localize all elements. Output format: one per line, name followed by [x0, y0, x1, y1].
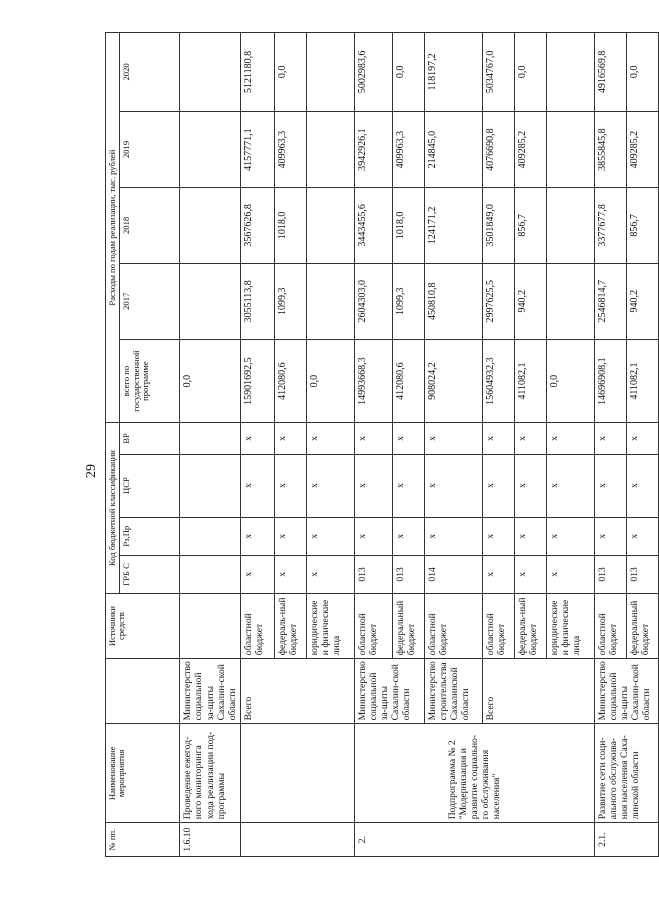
rzpr: x [514, 517, 546, 555]
header-vr: ВР [120, 423, 180, 455]
y2018: 3567626,8 [240, 188, 274, 263]
total-program: 0,0 [306, 339, 354, 422]
source: федеральный бюджет [392, 594, 424, 659]
vr: x [424, 423, 482, 455]
source: федеральный бюджет [626, 594, 658, 659]
source: областной бюджет [424, 594, 482, 659]
y2019 [180, 111, 240, 187]
csr: x [594, 454, 626, 517]
y2018: 3501849,0 [482, 188, 514, 263]
source: юридические и физические лица [306, 594, 354, 659]
y2019: 409285,2 [626, 111, 658, 187]
total-program: 0,0 [180, 339, 240, 422]
y2019: 409285,2 [514, 111, 546, 187]
total-program: 15901692,5 [240, 339, 274, 422]
vr: x [594, 423, 626, 455]
vr: x [306, 423, 354, 455]
csr: x [274, 454, 306, 517]
vr: x [482, 423, 514, 455]
header-rzpr: Рз,Пр [120, 517, 180, 555]
executor: Министерство социальной за-щиты Сахалин-ской области [180, 659, 240, 724]
grbs: 014 [424, 555, 482, 593]
source: областной бюджет [240, 594, 274, 659]
y2020 [306, 33, 354, 112]
csr: x [546, 454, 594, 517]
y2017: 450810,8 [424, 263, 482, 339]
budget-table [105, 32, 659, 857]
y2019: 3855845,8 [594, 111, 626, 187]
vr: x [354, 423, 392, 455]
rzpr: x [482, 517, 514, 555]
source: юридические и физические лица [546, 594, 594, 659]
grbs: x [240, 555, 274, 593]
header-name: Наименование мероприятия [106, 724, 180, 823]
y2019: 4157771,1 [240, 111, 274, 187]
rzpr [180, 517, 240, 555]
y2018 [180, 188, 240, 263]
total-program: 14993668,3 [354, 339, 392, 422]
y2017 [546, 263, 594, 339]
y2020: 4916569,8 [594, 33, 626, 112]
y2020: 5002983,6 [354, 33, 392, 112]
source [180, 594, 240, 659]
y2018: 1018,0 [274, 188, 306, 263]
csr: x [392, 454, 424, 517]
row-number: 1.6.10 [180, 823, 240, 857]
csr: x [354, 454, 392, 517]
header-2020: 2020 [120, 33, 180, 112]
header-2018: 2018 [120, 188, 180, 263]
y2018: 856,7 [626, 188, 658, 263]
executor: Министерство социальной за-щиты Сахалин-ской области [594, 659, 658, 724]
y2018: 3377677,8 [594, 188, 626, 263]
header-executor [106, 659, 180, 724]
source: федераль-ный бюджет [514, 594, 546, 659]
header-total-program: всего по государственной программе [120, 339, 180, 422]
vr: x [274, 423, 306, 455]
y2019: 3942926,1 [354, 111, 392, 187]
total-program: 15604932,3 [482, 339, 514, 422]
y2019 [546, 111, 594, 187]
rzpr: x [626, 517, 658, 555]
total-program: 14696908,1 [594, 339, 626, 422]
y2017: 2604303,0 [354, 263, 392, 339]
y2019: 409963,3 [392, 111, 424, 187]
row-number: 2.1. [594, 823, 658, 857]
rzpr: x [546, 517, 594, 555]
y2020: 0,0 [392, 33, 424, 112]
grbs: 013 [626, 555, 658, 593]
y2017: 940,2 [626, 263, 658, 339]
source: областной бюджет [354, 594, 392, 659]
y2017: 1099,3 [274, 263, 306, 339]
total-program: 411082,1 [514, 339, 546, 422]
csr [180, 454, 240, 517]
csr: x [424, 454, 482, 517]
total-label: Всего [240, 659, 354, 724]
rzpr: x [392, 517, 424, 555]
header-row-1 [106, 33, 120, 857]
header-num: № пп. [106, 823, 180, 857]
header-2017: 2017 [120, 263, 180, 339]
y2018 [306, 188, 354, 263]
y2020: 5121180,8 [240, 33, 274, 112]
y2020: 118197,2 [424, 33, 482, 112]
header-expenses: Расходы по годам реализации, тыс. рублей [106, 33, 120, 423]
activity-name: Подпрограмма № 2 "Модернизация и развитие социально-го обслуживания населения" [354, 724, 594, 823]
total-program: 412080,6 [392, 339, 424, 422]
table-row [594, 33, 626, 857]
rzpr: x [240, 517, 274, 555]
grbs: x [514, 555, 546, 593]
rzpr: x [274, 517, 306, 555]
vr: x [626, 423, 658, 455]
y2018: 124171,2 [424, 188, 482, 263]
row-number: 2. [354, 823, 594, 857]
grbs: 013 [354, 555, 392, 593]
grbs: x [482, 555, 514, 593]
source: областной бюджет [594, 594, 626, 659]
grbs: x [274, 555, 306, 593]
y2020 [180, 33, 240, 112]
y2017: 3055113,8 [240, 263, 274, 339]
vr: x [392, 423, 424, 455]
grbs: x [306, 555, 354, 593]
total-program: 412080,6 [274, 339, 306, 422]
page-number: 29 [84, 464, 99, 478]
y2017: 1099,3 [392, 263, 424, 339]
header-budget-class: Код бюджетной классификации [106, 423, 120, 594]
y2018 [546, 188, 594, 263]
vr: x [514, 423, 546, 455]
y2017: 2546814,7 [594, 263, 626, 339]
y2020 [546, 33, 594, 112]
grbs [180, 555, 240, 593]
csr: x [514, 454, 546, 517]
total-program: 0,0 [546, 339, 594, 422]
grbs: 013 [392, 555, 424, 593]
total-program: 908024,2 [424, 339, 482, 422]
vr: x [546, 423, 594, 455]
total-program: 411082,1 [626, 339, 658, 422]
y2017 [306, 263, 354, 339]
total-label: Всего [482, 659, 594, 724]
header-2019: 2019 [120, 111, 180, 187]
header-source: Источники средств [106, 594, 180, 659]
y2017 [180, 263, 240, 339]
y2020: 0,0 [514, 33, 546, 112]
row-number [240, 823, 354, 857]
y2020: 0,0 [274, 33, 306, 112]
rzpr: x [354, 517, 392, 555]
activity-name: Проведение ежегод-ного мониторинга хода реализации под-программы [180, 724, 240, 823]
csr: x [306, 454, 354, 517]
rzpr: x [306, 517, 354, 555]
csr: x [626, 454, 658, 517]
y2019: 214845,0 [424, 111, 482, 187]
vr [180, 423, 240, 455]
csr: x [240, 454, 274, 517]
rzpr: x [424, 517, 482, 555]
y2017: 2997625,5 [482, 263, 514, 339]
source: федераль-ный бюджет [274, 594, 306, 659]
table-row [180, 33, 240, 857]
grbs: x [546, 555, 594, 593]
y2017: 940,2 [514, 263, 546, 339]
vr: x [240, 423, 274, 455]
header-grbs: ГРБ С [120, 555, 180, 593]
grbs: 013 [594, 555, 626, 593]
y2020: 0,0 [626, 33, 658, 112]
budget-table-page [105, 32, 652, 857]
y2018: 3443455,6 [354, 188, 392, 263]
activity-name: Развитие сети соци-ального обслужива-ния населения Саха-линской области [594, 724, 658, 823]
y2020: 5034767,0 [482, 33, 514, 112]
table-row [240, 33, 274, 857]
y2018: 1018,0 [392, 188, 424, 263]
executor: Министерство строительства Сахалинской области [424, 659, 482, 724]
y2018: 856,7 [514, 188, 546, 263]
source: областной бюджет [482, 594, 514, 659]
activity-name [240, 724, 354, 823]
header-csr: ЦСР [120, 454, 180, 517]
csr: x [482, 454, 514, 517]
y2019: 409963,3 [274, 111, 306, 187]
executor: Министерство социальной за-щиты Сахалин-ской области [354, 659, 424, 724]
y2019: 4076690,8 [482, 111, 514, 187]
table-row [354, 33, 392, 857]
rzpr: x [594, 517, 626, 555]
y2019 [306, 111, 354, 187]
